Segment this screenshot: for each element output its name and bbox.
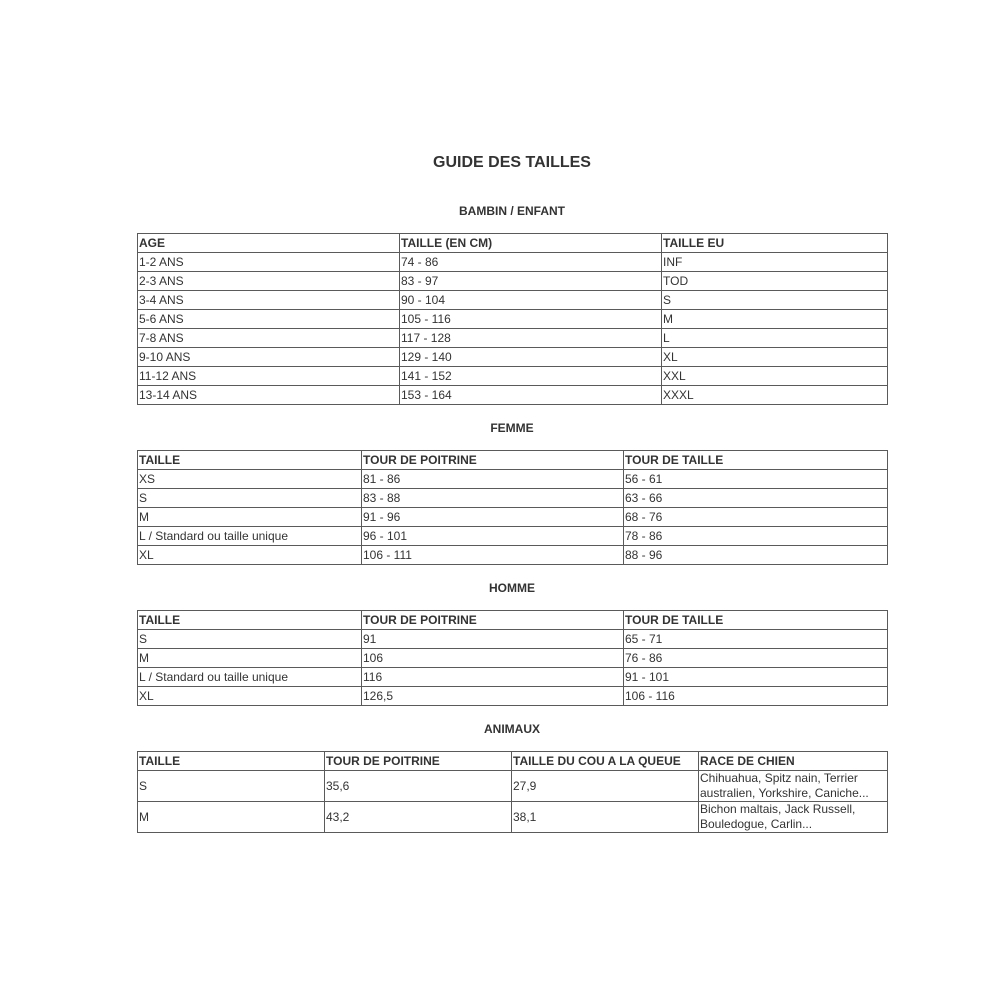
table-cell: 91 - 96 xyxy=(362,508,624,527)
table-cell: L / Standard ou taille unique xyxy=(138,527,362,546)
table-cell: XL xyxy=(662,348,888,367)
table-cell: S xyxy=(138,771,325,802)
table-cell: 96 - 101 xyxy=(362,527,624,546)
table-cell: 65 - 71 xyxy=(624,630,888,649)
table-cell: 106 xyxy=(362,649,624,668)
page-title: GUIDE DES TAILLES xyxy=(433,154,591,171)
men-size-table xyxy=(137,610,888,706)
table-cell: 56 - 61 xyxy=(624,470,888,489)
table-row xyxy=(138,367,888,386)
table-cell: 116 xyxy=(362,668,624,687)
table-cell: 3-4 ANS xyxy=(138,291,400,310)
table-cell: 153 - 164 xyxy=(400,386,662,405)
column-header: TOUR DE TAILLE xyxy=(624,451,888,470)
table-cell: 68 - 76 xyxy=(624,508,888,527)
table-cell: 91 - 101 xyxy=(624,668,888,687)
column-header: TAILLE DU COU A LA QUEUE xyxy=(512,752,699,771)
table-row xyxy=(138,802,888,833)
table-cell: M xyxy=(138,649,362,668)
table-cell: 74 - 86 xyxy=(400,253,662,272)
table-cell: 9-10 ANS xyxy=(138,348,400,367)
table-cell: 83 - 88 xyxy=(362,489,624,508)
table-cell: XXXL xyxy=(662,386,888,405)
table-row xyxy=(138,291,888,310)
women-size-table xyxy=(137,450,888,565)
section-title-kids: BAMBIN / ENFANT xyxy=(459,204,565,218)
table-cell: 78 - 86 xyxy=(624,527,888,546)
table-cell: 106 - 116 xyxy=(624,687,888,706)
table-cell: Bichon maltais, Jack Russell, Bouledogue, Carlin... xyxy=(699,802,888,833)
table-row xyxy=(138,329,888,348)
table-cell: 117 - 128 xyxy=(400,329,662,348)
table-cell: 63 - 66 xyxy=(624,489,888,508)
table-row xyxy=(138,771,888,802)
table-cell: 38,1 xyxy=(512,802,699,833)
column-header: TOUR DE POITRINE xyxy=(325,752,512,771)
section-title-men: HOMME xyxy=(489,581,535,595)
table-cell: M xyxy=(662,310,888,329)
table-row xyxy=(138,272,888,291)
table-row xyxy=(138,253,888,272)
table-cell: XL xyxy=(138,546,362,565)
table-cell: 81 - 86 xyxy=(362,470,624,489)
column-header: RACE DE CHIEN xyxy=(699,752,888,771)
table-cell: 105 - 116 xyxy=(400,310,662,329)
table-cell: 43,2 xyxy=(325,802,512,833)
table-header-row xyxy=(138,451,888,470)
table-cell: Chihuahua, Spitz nain, Terrier australien, Yorkshire, Caniche... xyxy=(699,771,888,802)
table-cell: S xyxy=(138,630,362,649)
table-cell: 27,9 xyxy=(512,771,699,802)
table-cell: 35,6 xyxy=(325,771,512,802)
table-cell: 13-14 ANS xyxy=(138,386,400,405)
column-header: TAILLE xyxy=(138,752,325,771)
table-cell: 141 - 152 xyxy=(400,367,662,386)
table-cell: 11-12 ANS xyxy=(138,367,400,386)
table-cell: XL xyxy=(138,687,362,706)
table-cell: 7-8 ANS xyxy=(138,329,400,348)
table-cell: 88 - 96 xyxy=(624,546,888,565)
table-cell: S xyxy=(662,291,888,310)
table-row xyxy=(138,649,888,668)
table-row xyxy=(138,348,888,367)
table-cell: 76 - 86 xyxy=(624,649,888,668)
section-title-women: FEMME xyxy=(490,421,534,435)
table-cell: M xyxy=(138,802,325,833)
table-cell: L xyxy=(662,329,888,348)
animals-size-table xyxy=(137,751,888,833)
table-row xyxy=(138,668,888,687)
table-cell: INF xyxy=(662,253,888,272)
table-cell: 90 - 104 xyxy=(400,291,662,310)
table-cell: XS xyxy=(138,470,362,489)
table-cell: 91 xyxy=(362,630,624,649)
table-row xyxy=(138,546,888,565)
table-row xyxy=(138,527,888,546)
table-row xyxy=(138,508,888,527)
table-cell: L / Standard ou taille unique xyxy=(138,668,362,687)
table-cell: 1-2 ANS xyxy=(138,253,400,272)
table-row xyxy=(138,386,888,405)
table-cell: S xyxy=(138,489,362,508)
table-row xyxy=(138,489,888,508)
table-header-row xyxy=(138,752,888,771)
table-cell: M xyxy=(138,508,362,527)
table-cell: TOD xyxy=(662,272,888,291)
table-cell: 5-6 ANS xyxy=(138,310,400,329)
table-row xyxy=(138,470,888,489)
table-cell: 83 - 97 xyxy=(400,272,662,291)
column-header: TAILLE xyxy=(138,451,362,470)
table-cell: 126,5 xyxy=(362,687,624,706)
table-cell: 106 - 111 xyxy=(362,546,624,565)
column-header: TAILLE (EN CM) xyxy=(400,234,662,253)
table-cell: 129 - 140 xyxy=(400,348,662,367)
column-header: TOUR DE POITRINE xyxy=(362,451,624,470)
table-row xyxy=(138,687,888,706)
column-header: TOUR DE POITRINE xyxy=(362,611,624,630)
column-header: TAILLE xyxy=(138,611,362,630)
section-title-animals: ANIMAUX xyxy=(484,722,540,736)
table-header-row xyxy=(138,234,888,253)
table-header-row xyxy=(138,611,888,630)
table-row xyxy=(138,310,888,329)
column-header: AGE xyxy=(138,234,400,253)
column-header: TOUR DE TAILLE xyxy=(624,611,888,630)
table-cell: XXL xyxy=(662,367,888,386)
table-row xyxy=(138,630,888,649)
column-header: TAILLE EU xyxy=(662,234,888,253)
table-cell: 2-3 ANS xyxy=(138,272,400,291)
kids-size-table xyxy=(137,233,888,405)
